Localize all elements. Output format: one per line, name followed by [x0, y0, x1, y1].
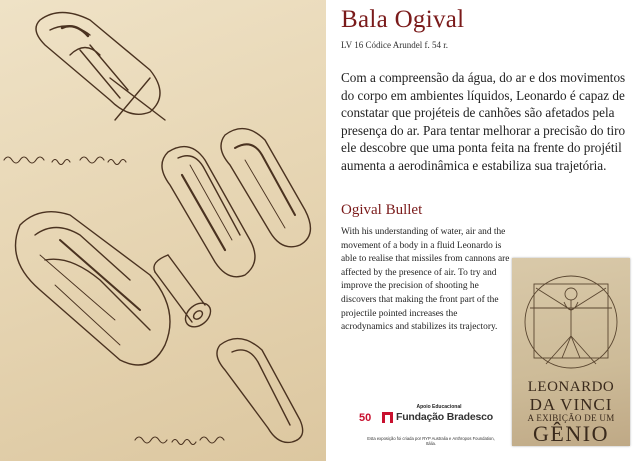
sketch-handwriting-bottom	[135, 437, 224, 445]
poster-title-line-1: LEONARDO	[527, 379, 615, 395]
text-panel	[326, 0, 640, 461]
anniversary-logo-text: 50	[359, 412, 372, 424]
english-description: With his understanding of water, air and the movement of a body in a fluid Leonardo is able to realise that missiles from cannons are affected by the presence of air. To try and improve the precision of shooting he discovers that making the front part of the projectile pointed increases the acrodynamics and stabilizes its trajectory.	[341, 227, 510, 333]
sketch-handwriting-top	[4, 157, 126, 165]
sketch-center-cartridge	[162, 147, 255, 277]
poster-title-line-2: DA VINCI	[529, 395, 613, 414]
sketch-right-cup	[221, 129, 310, 247]
bradesco-mark-icon	[382, 412, 393, 423]
fundacao-bradesco-logo	[382, 410, 493, 424]
anniversary-50-icon	[359, 410, 376, 424]
sketch-left-projectile	[16, 212, 171, 365]
sketch-top-projectile	[36, 13, 165, 121]
exhibition-credit: Esta exposição foi criada por RYP Australia e Anthropos Foundation, Itália.	[367, 436, 495, 447]
english-title: Ogival Bullet	[341, 202, 423, 218]
portuguese-description: Com a compreensão da água, do ar e dos movimentos do corpo em ambientes líquidos, Leonardo é capaz de constatar que projéteis de canhões são afetados pela presença do ar. Para tentar melhorar a precisão do tiro ele descobre que uma ponta feita na frente do projétil aumenta a aerodinâmica e estabiliza sua trajetória.	[341, 70, 626, 173]
fundacao-bradesco-name: Fundação Bradesco	[396, 411, 493, 423]
poster-title-line-4: GÊNIO	[533, 421, 609, 446]
exhibition-poster	[512, 258, 630, 446]
page-title: Bala Ogival	[341, 6, 465, 33]
anniversary-logo	[359, 410, 376, 424]
sponsor-label: Apoio Educacional	[416, 404, 462, 410]
poster-title-line-3: A EXIBIÇÃO DE UM	[527, 413, 615, 423]
sketch-bottom-shell	[217, 339, 303, 443]
codex-reference: LV 16 Códice Arundel f. 54 r.	[341, 40, 448, 50]
